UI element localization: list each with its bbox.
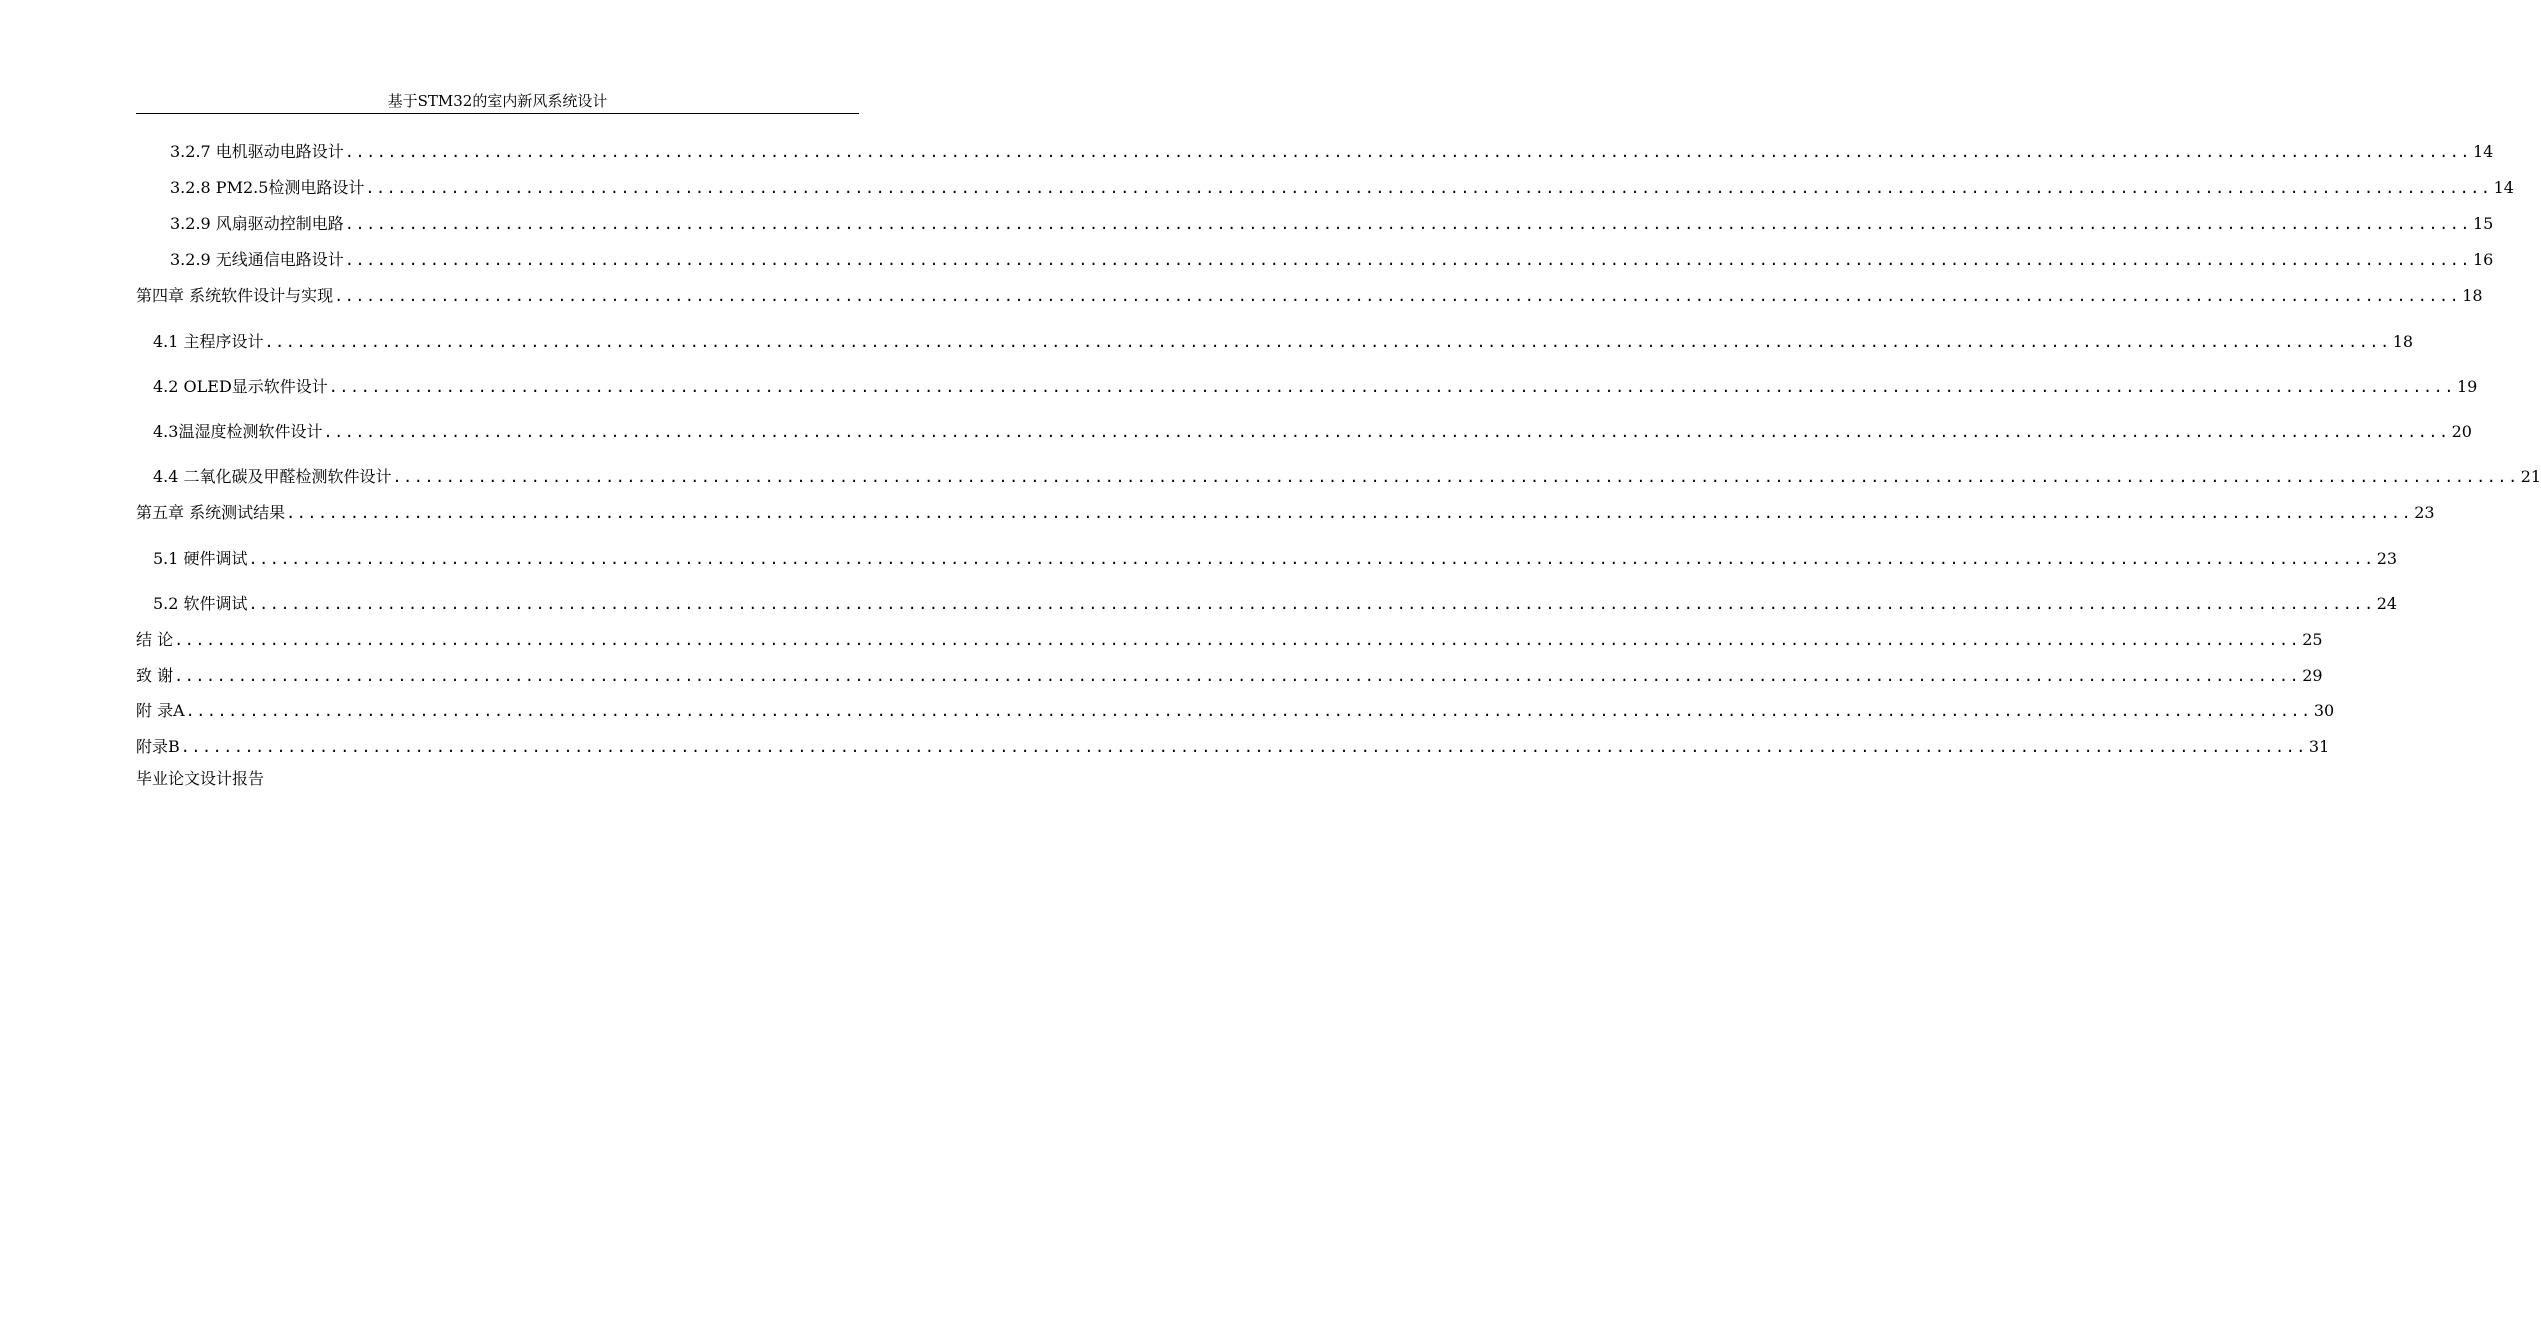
toc-dot-leader: ........................................................................................................................................................................................................ bbox=[264, 333, 2391, 351]
running-header: 基于STM32的室内新风系统设计 bbox=[387, 92, 608, 110]
toc-entry-label: 3.2.8 PM2.5检测电路设计 bbox=[170, 178, 365, 197]
toc-dot-leader: ........................................................................................................................................................................................................ bbox=[334, 287, 2461, 305]
toc-entry[interactable] bbox=[136, 589, 2398, 615]
toc-entry[interactable] bbox=[136, 696, 2335, 722]
header-rule bbox=[136, 113, 859, 114]
toc-entry[interactable] bbox=[136, 372, 2478, 398]
toc-entry[interactable] bbox=[136, 245, 2494, 271]
toc-entry[interactable] bbox=[136, 462, 2541, 488]
toc-entry-page-number: 18 bbox=[2392, 332, 2414, 351]
toc-entry-page-number: 14 bbox=[2493, 178, 2514, 197]
toc-dot-leader: ........................................................................................................................................................................................................ bbox=[174, 667, 2301, 685]
toc-entry-label: 5.1 硬件调试 bbox=[153, 549, 248, 568]
toc-entry-label: 4.4 二氧化碳及甲醛检测软件设计 bbox=[153, 467, 392, 486]
toc-entry-label: 4.2 OLED显示软件设计 bbox=[153, 377, 328, 396]
toc-entry[interactable] bbox=[136, 281, 2483, 307]
toc-dot-leader: ........................................................................................................................................................................................................ bbox=[365, 179, 2492, 197]
toc-entry-label: 4.1 主程序设计 bbox=[153, 332, 264, 351]
toc-entry-label: 5.2 软件调试 bbox=[153, 594, 248, 613]
toc-entry-page-number: 21 bbox=[2520, 467, 2541, 486]
toc-entry-page-number: 23 bbox=[2414, 503, 2435, 522]
toc-entry[interactable] bbox=[136, 173, 2514, 199]
toc-entry-label: 第四章 系统软件设计与实现 bbox=[136, 286, 334, 305]
toc-entry-label: 3.2.9 风扇驱动控制电路 bbox=[170, 214, 344, 233]
toc-entry[interactable] bbox=[136, 544, 2398, 570]
toc-entry-label: 结 论 bbox=[136, 630, 174, 649]
toc-entry-page-number: 31 bbox=[2308, 737, 2330, 756]
toc-entry-page-number: 29 bbox=[2302, 666, 2323, 685]
toc-entry[interactable] bbox=[136, 625, 2323, 651]
toc-entry-page-number: 30 bbox=[2313, 701, 2335, 720]
toc-entry-page-number: 16 bbox=[2472, 250, 2494, 269]
toc-entry-label: 附 录A bbox=[136, 701, 185, 720]
toc-entry[interactable] bbox=[136, 327, 2414, 353]
toc-entry-page-number: 24 bbox=[2376, 594, 2398, 613]
toc-dot-leader: ........................................................................................................................................................................................................ bbox=[344, 251, 2471, 269]
toc-entry[interactable] bbox=[136, 732, 2330, 758]
toc-entry-page-number: 20 bbox=[2451, 422, 2472, 441]
toc-dot-leader: ........................................................................................................................................................................................................ bbox=[323, 423, 2450, 441]
toc-entry[interactable] bbox=[136, 498, 2435, 524]
toc-dot-leader: ........................................................................................................................................................................................................ bbox=[248, 550, 2375, 568]
toc-entry-label: 致 谢 bbox=[136, 666, 174, 685]
toc-entry[interactable] bbox=[136, 417, 2472, 443]
toc-dot-leader: ........................................................................................................................................................................................................ bbox=[344, 215, 2471, 233]
toc-entry[interactable] bbox=[136, 661, 2323, 687]
toc-entry-page-number: 25 bbox=[2302, 630, 2323, 649]
toc-dot-leader: ........................................................................................................................................................................................................ bbox=[174, 631, 2301, 649]
toc-entry-label: 第五章 系统测试结果 bbox=[136, 503, 286, 522]
toc-entry-label: 4.3温湿度检测软件设计 bbox=[153, 422, 323, 441]
toc-entry[interactable] bbox=[136, 137, 2494, 163]
toc-dot-leader: ........................................................................................................................................................................................................ bbox=[185, 702, 2312, 720]
toc-entry-label: 3.2.9 无线通信电路设计 bbox=[170, 250, 344, 269]
toc-entry-page-number: 23 bbox=[2376, 549, 2398, 568]
toc-entry-label: 附录B bbox=[136, 737, 180, 756]
toc-entry-page-number: 19 bbox=[2456, 377, 2478, 396]
toc-entry-page-number: 15 bbox=[2472, 214, 2494, 233]
toc-dot-leader: ........................................................................................................................................................................................................ bbox=[248, 595, 2375, 613]
toc-entry-label: 3.2.7 电机驱动电路设计 bbox=[170, 142, 344, 161]
toc-dot-leader: ........................................................................................................................................................................................................ bbox=[180, 738, 2307, 756]
trailing-text: 毕业论文设计报告 bbox=[136, 769, 265, 788]
toc-dot-leader: ........................................................................................................................................................................................................ bbox=[392, 468, 2519, 486]
toc-dot-leader: ........................................................................................................................................................................................................ bbox=[286, 504, 2413, 522]
toc-entry-page-number: 14 bbox=[2472, 142, 2494, 161]
toc-entry[interactable] bbox=[136, 209, 2494, 235]
toc-dot-leader: ........................................................................................................................................................................................................ bbox=[328, 378, 2455, 396]
toc-entry-page-number: 18 bbox=[2462, 286, 2483, 305]
toc-dot-leader: ........................................................................................................................................................................................................ bbox=[344, 143, 2471, 161]
